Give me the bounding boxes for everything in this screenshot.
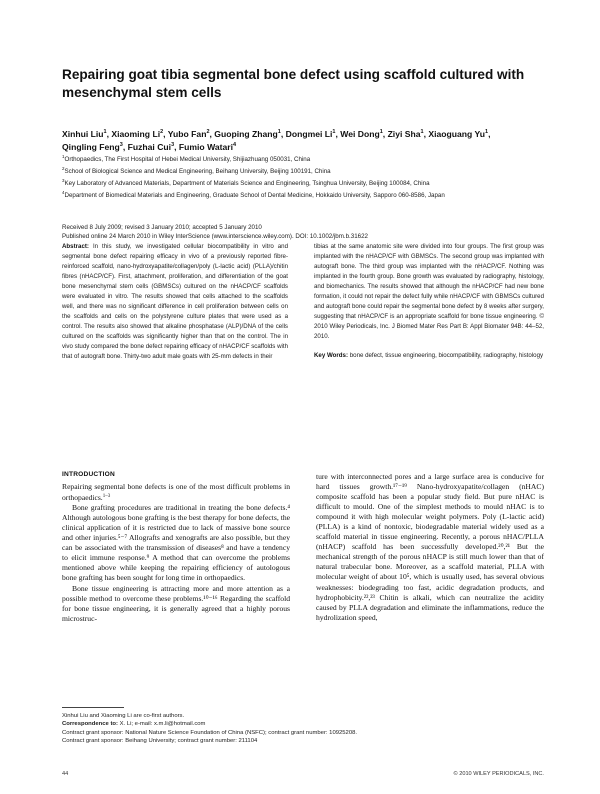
article-title: Repairing goat tibia segmental bone defect using scaffold cultured with mesenchymal stem cells [62, 67, 525, 100]
author-affiliation-mark: 1 [485, 129, 489, 135]
intro-left-column [62, 470, 290, 624]
footnote-line: Contract grant sponsor: Beihang University; contract grant number: 211104 [62, 737, 258, 744]
keywords-text: bone defect, tissue engineering, biocompatibility, radiography, histology [349, 352, 544, 359]
author-affiliation-mark: 2 [206, 129, 210, 135]
page-number: 44 [62, 771, 69, 777]
footnotes [62, 712, 544, 745]
affiliation-mark: 1 [62, 154, 65, 159]
affiliation-line [62, 189, 542, 201]
author-name: Yubo Fan$^2$, [167, 129, 212, 139]
author-name: Fumio Watari$^4$ [178, 142, 237, 152]
abstract-text-right: tibias at the same anatomic site were divided into four groups. The first group was implanted with the nHACP/CF with GBMSCs. The second group was implanted with autograft bone. The third group was implanted with the nHACP/CF. Nothing was implanted in the fourth group. Bone growth was evaluated by radiography, histology, and biomechanics. The results showed that although the nHACP/CF had new bone formation, it could not repair the defect fully while nHACP/CF with GBMSCs cultured and autograft bone could repair the segmental bone defect by 8 weeks after surgery, suggesting that nHACP/CF is an appropriate scaffold for bone tissue engineering. © 2010 Wiley Periodicals, Inc. J Biomed Mater Res Part B: Appl Biomater 94B: 44–52, 2010. [314, 243, 544, 340]
author-affiliation-mark: 1 [379, 129, 383, 135]
abstract-text-left: In this study, we investigated cellular biocompatibility in vitro and segmental bone defect repairing efficacy in vivo of a previously reported fibre-reinforced scaffold, nano-hydroxyapatite/collagen/poly (L-lactic acid) (PLLA)/chitin fibres (nHACP/CF). First, attachment, proliferation, and differentiation of the goat bone mesenchymal stem cells (GBMSCs) cultured on the nHACP/CF scaffolds were evaluated in vitro. The results showed that cells attached to the scaffolds well, and there was no significant difference in cell proliferation between cells on the scaffolds and cells on the polystyrene culture plates that were used as a control. The results also showed that alkaline phosphatase (ALP)/DNA of the cells cultured on the scaffolds was significantly higher than that on the control. The in vivo study compared the bone defect repairing efficacy of nHACP/CF scaffolds with that of autograft bone. Thirty-two adult male goats with 25-mm defects in their [62, 243, 288, 360]
received-line: Received 8 July 2009; revised 3 January 2010; accepted 5 January 2010 [62, 224, 262, 231]
author-affiliation-mark: 1 [420, 129, 424, 135]
affiliation-line [62, 177, 542, 189]
affiliation-text: Department of Biomedical Materials and Engineering, Graduate School of Dental Medicine, Hokkaido University, Sapporo 060-8586, Japan [64, 191, 445, 199]
abstract-left-column [62, 242, 288, 362]
abstract-label: Abstract: [62, 243, 89, 250]
author-affiliation-mark: 1 [332, 129, 336, 135]
footnote-line: Correspondence to: X. Li; e-mail: x.m.li@hotmail.com [62, 721, 206, 728]
affiliation-text: School of Biological Science and Medical Engineering, Beihang University, Beijing 100191, China [64, 167, 331, 175]
intro-right-column [316, 472, 544, 623]
footnote-line: Contract grant sponsor: National Nature Science Foundation of China (NSFC); contract grant number: 10925208. [62, 729, 358, 736]
abstract-section [62, 238, 544, 450]
affiliation-mark: 2 [62, 165, 65, 171]
author-affiliation-mark: 3 [119, 142, 123, 148]
section-heading-introduction: INTRODUCTION [62, 471, 115, 478]
citation-ref: 1–3 [102, 494, 111, 500]
intro-right-text: ture with interconnected pores and a large surface area is conducive for hard tissues growth.¹⁷⁻¹⁹ Nano-hydroxyapatite/collagen (nHAC) composite scaffold has been a popular study field. But pure nHAC is difficult to mould. One of the simplest methods to mould nHAC is to compound it with high molecular weight polymers. Poly (L-lactic acid) (PLLA) is a kind of nontoxic, biodegradable material widely used as a scaffold material in tissue engineering. Recently, a porous nHAC/PLLA (nHACP) scaffold has been successfully developed.²⁰,²¹ But the mechanical strength of the porous nHACP is still much lower than that of natural trabecular bone. Moreover, as a scaffold material, PLLA with molecular weight of about 10⁵, which is usually used, has several obvious weaknesses: biodegrading too fast, acidic degradation products, and hydrophobicity.²²,²³ Chitin is alkali, which can neutralize the acidity caused by PLLA degradation and eliminate the inflammations, reduce the hydrolization speed, [316, 472, 544, 622]
author-name: Wei Dong$^1$, [340, 129, 386, 139]
footnote-rule [62, 707, 124, 708]
author-affiliation-mark: 4 [233, 142, 237, 148]
author-name: Xiaoguang Yu$^1$, [428, 129, 491, 139]
footnote-line: Xinhui Liu and Xiaoming Li are co-first authors. [62, 713, 185, 719]
author-affiliation-mark: 1 [277, 129, 281, 135]
intro-paragraph: Bone tissue engineering is attracting more and more attention as a possible method to overcome these problems.¹⁰⁻¹⁶ Regarding the scaffold for bone tissue engineering, it is generally agreed that a highly porous microstruc- [62, 583, 290, 623]
abstract-right-column [314, 242, 544, 361]
affiliation-line [62, 153, 542, 165]
affiliations [62, 153, 542, 201]
author-name: Qingling Feng$^3$, [62, 142, 126, 152]
author-name: Dongmei Li$^1$, [285, 129, 338, 139]
author-name: Ziyi Sha$^1$, [387, 129, 426, 139]
author-name: Guoping Zhang$^1$, [214, 129, 284, 139]
author-name: Xiaoming Li$^2$, [111, 129, 166, 139]
author-name: Xinhui Liu$^1$, [62, 129, 109, 139]
published-line: Published online 24 March 2010 in Wiley InterScience (www.interscience.wiley.com). DOI: 10.1002/jbm.b.31622 [62, 232, 368, 240]
author-affiliation-mark: 3 [171, 142, 175, 148]
keywords [314, 351, 544, 361]
intro-paragraph: Repairing segmental bone defects is one of the most difficult problems in orthopaedics.$^{1-3}$ [62, 482, 290, 503]
author-affiliation-mark: 1 [103, 129, 107, 135]
copyright-notice: © 2010 WILEY PERIODICALS, INC. [453, 771, 544, 777]
author-list [62, 127, 542, 153]
affiliation-mark: 3 [62, 177, 65, 183]
affiliation-mark: 4 [62, 189, 65, 195]
author-name: Fuzhai Cui$^3$, [127, 142, 177, 152]
author-affiliation-mark: 2 [160, 129, 164, 135]
affiliation-line [62, 165, 542, 177]
affiliation-text: Key Laboratory of Advanced Materials, Department of Materials Science and Engineering, Tsinghua University, Beijing 100084, China [64, 179, 430, 187]
keywords-label: Key Words: [314, 352, 349, 359]
affiliation-text: Orthopaedics, The First Hospital of Hebei Medical University, Shijiazhuang 050031, China [64, 156, 311, 163]
intro-paragraph: Bone grafting procedures are traditional in treating the bone defects.⁴ Although autologous bone grafting is the best therapy for bone defects, the clinical application of it is restricted due to lack of massive bone source and other injuries.⁵⁻⁷ Allografts and xenografts are also possible, but they can be associated with the transmission of diseases⁸ and have a tendency to elicit immune response.⁹ A method that can overcome the problems mentioned above while keeping the repairing efficiency of autologous bone grafting has been sought for long time in orthopaedics. [62, 503, 290, 583]
